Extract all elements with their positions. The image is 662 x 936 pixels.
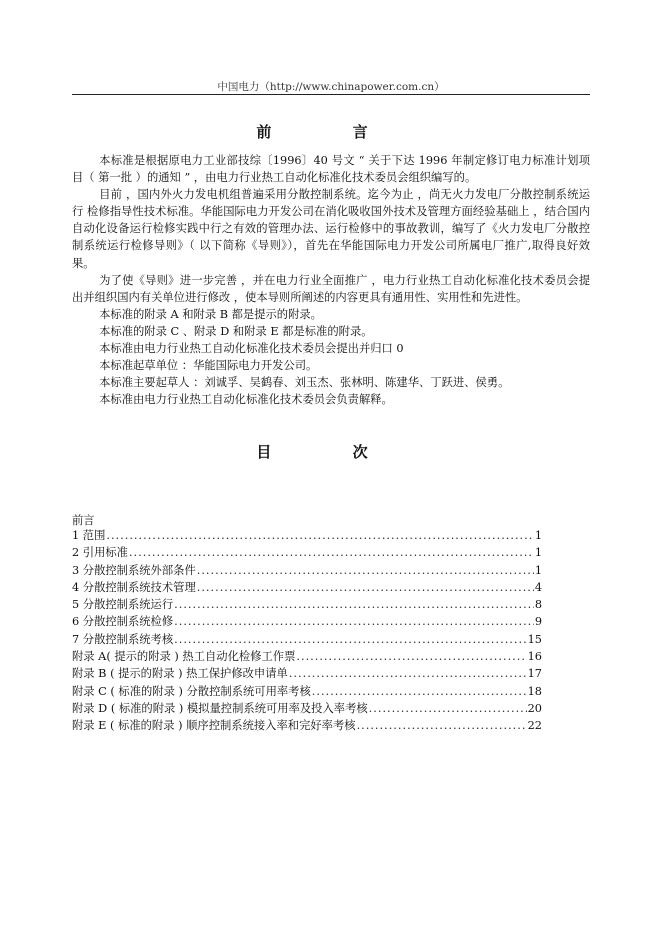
toc-entry-page: 20	[527, 701, 542, 715]
toc-entry-label: 3 分散控制系统外部条件	[72, 563, 196, 577]
toc-entry-page: 9	[534, 615, 542, 629]
foreword-paragraph: 本标准的附录 A 和附录 B 都是提示的附录。	[99, 307, 322, 321]
toc-entry[interactable]	[72, 665, 542, 682]
toc-leader	[197, 564, 534, 577]
toc-entry-page: 16	[527, 650, 542, 664]
toc-entry-page: 4	[534, 580, 542, 594]
foreword-paragraph: 为了使《导则》进一步完善 ，并在电力行业全面推广 ，电力行业热工自动化标准化技术委员会提出并组织国内有关单位进行修改 ，使本导则所阐述的内容更具有通用性、实用性和先进性。	[72, 273, 590, 304]
toc-entry[interactable]	[72, 631, 542, 648]
toc-leader	[129, 546, 534, 559]
toc-entry-label: 2 引用标准	[72, 546, 128, 560]
toc-entry-page: 18	[527, 684, 542, 698]
toc-leader	[369, 702, 527, 715]
toc-entry[interactable]	[72, 700, 542, 717]
toc-title: 目 次	[256, 443, 406, 461]
toc-leader	[174, 633, 526, 646]
toc-entry-label: 附录 C ( 标准的附录 ) 分散控制系统可用率考核	[72, 684, 311, 698]
foreword-paragraph: 本标准由电力行业热工自动化标准化技术委员会提出并归口 0	[99, 342, 404, 356]
page-header: 中国电力（http://www.chinapower.com.cn）	[217, 81, 445, 93]
toc-entry[interactable]	[72, 596, 542, 613]
toc-entry[interactable]	[72, 613, 542, 630]
toc-entry-label: 7 分散控制系统考核	[72, 632, 174, 646]
toc-entry-page: 22	[527, 719, 542, 733]
toc-entry-label: 附录 B ( 提示的附录 ) 热工保护修改申请单	[72, 667, 288, 681]
toc-entry-label: 附录 A( 提示的附录 ) 热工自动化检修工作票	[72, 650, 296, 664]
toc-entry[interactable]	[72, 544, 542, 561]
toc-entry[interactable]	[72, 527, 542, 544]
foreword-paragraph: 本标准的附录 C 、附录 D 和附录 E 都是标准的附录。	[99, 324, 373, 338]
foreword-title: 前 言	[256, 123, 406, 141]
toc-leader	[312, 685, 527, 698]
foreword-paragraph: 本标准由电力行业热工自动化标准化技术委员会负责解释。	[99, 393, 393, 407]
toc-entry-page: 8	[534, 598, 542, 612]
toc-entry-page: 1	[534, 563, 542, 577]
toc-entry[interactable]	[72, 717, 542, 734]
toc-leader	[357, 719, 527, 732]
toc-leader	[174, 598, 534, 611]
toc-entry[interactable]	[72, 683, 542, 700]
table-of-contents	[72, 527, 542, 735]
toc-entry-label: 附录 D ( 标准的附录 ) 模拟量控制系统可用率及投入率考核	[72, 701, 368, 715]
toc-leader	[106, 529, 533, 542]
foreword-paragraph: 目前 ，国内外火力发电机组普遍采用分散控制系统。迄今为止 ，尚无火力发电厂分散控制系统运行 检修指导性技术标准。华能国际电力开发公司在消化吸收国外技术及管理方面经验基础上 ，结合国内自动化设备运行检修实践中行之有效的管理办法、运行检修中的事故教训，编写了《火力发电厂分散控制系统运行检修导则》（ 以下简称《导则》），首先在华能国际电力开发公司所属电厂推广,取得良好效果。	[72, 188, 590, 270]
foreword-paragraph: 本标准起草单位 ：华能国际电力开发公司。	[99, 359, 318, 373]
toc-entry-page: 1	[534, 546, 542, 560]
foreword-paragraph: 本标准主要起草人 ：刘诚孚、吴鹤春、刘玉杰、张林明、陈建华、丁跃进、侯勇。	[99, 376, 510, 390]
toc-entry-label: 5 分散控制系统运行	[72, 598, 174, 612]
toc-leader	[289, 667, 527, 680]
toc-entry[interactable]	[72, 579, 542, 596]
toc-entry-page: 15	[527, 632, 542, 646]
toc-entry-label: 6 分散控制系统检修	[72, 615, 174, 629]
toc-entry[interactable]	[72, 648, 542, 665]
foreword-body	[72, 152, 590, 408]
toc-leader	[197, 581, 534, 594]
toc-entry[interactable]	[72, 562, 542, 579]
header-rule	[72, 94, 590, 95]
toc-entry-page: 1	[534, 529, 542, 542]
toc-entry-foreword[interactable]: 前言	[72, 514, 95, 527]
toc-leader	[174, 615, 534, 628]
toc-leader	[296, 650, 526, 663]
toc-entry-label: 4 分散控制系统技术管理	[72, 580, 196, 594]
toc-entry-label: 1 范围	[72, 529, 106, 542]
toc-entry-label: 附录 E ( 标准的附录 ) 顺序控制系统接入率和完好率考核	[72, 719, 356, 733]
toc-entry-page: 17	[527, 667, 542, 681]
foreword-paragraph: 本标准是根据原电力工业部技综〔1996〕40 号文 “ 关于下达 1996 年制定修订电力标准计划项目（ 第一批 ）的通知 ” ，由电力行业热工自动化标准化技术委员会组织编写的。	[72, 154, 590, 185]
